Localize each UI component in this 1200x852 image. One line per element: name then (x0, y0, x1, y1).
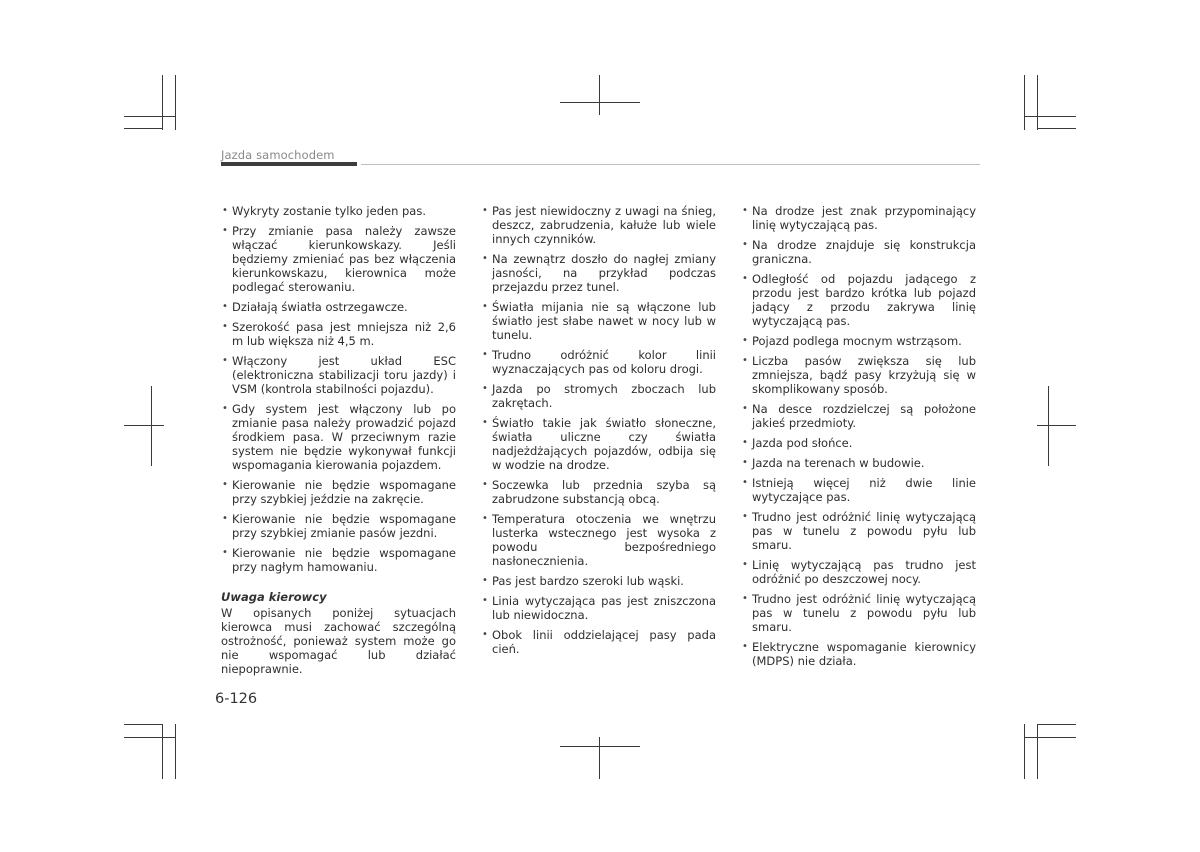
note-title: Uwaga kierowcy (221, 590, 327, 604)
list-item: • Pojazd podlega mocnym wstrząsom. (741, 334, 976, 348)
section-header: Jazda samochodem (221, 148, 335, 162)
text-column-1 (221, 204, 456, 676)
list-item: • Przy zmianie pasa należy zawsze włączać kierunkowskazy. Jeśli będziemy zmieniać pas bez włączenia kierunkowskazu, kierownica może podlegać sterowaniu. (221, 224, 456, 294)
note-body: W opisanych poniżej sytuacjach kierowca musi zachować szczególną ostrożność, ponieważ system może go nie wspomagać lub działać niepoprawnie. (221, 606, 456, 676)
list-item: • Działają światła ostrzegawcze. (221, 300, 456, 314)
list-item: • Na desce rozdzielczej są położone jakieś przedmioty. (741, 402, 976, 430)
page-number: 6-126 (215, 691, 258, 707)
list-item: • Temperatura otoczenia we wnętrzu lusterka wstecznego jest wysoka z powodu bezpośredniego nasłonecznienia. (481, 512, 716, 568)
list-item: • Na drodze jest znak przypominający linię wytyczającą pas. (741, 204, 976, 232)
list-item: • Jazda pod słońce. (741, 436, 976, 450)
list-item: • Kierowanie nie będzie wspomagane przy szybkiej zmianie pasów jezdni. (221, 512, 456, 540)
list-item: • Gdy system jest włączony lub po zmianie pasa należy prowadzić pojazd środkiem pasa. W przeciwnym razie system nie będzie wykonywał funkcji wspomagania kierowania pojazdem. (221, 402, 456, 472)
header-rule-light (361, 164, 980, 165)
header-rule-dark (221, 162, 357, 166)
list-item: • Na drodze znajduje się konstrukcja graniczna. (741, 238, 976, 266)
list-item: • Trudno odróżnić kolor linii wyznaczających pas od koloru drogi. (481, 348, 716, 376)
list-item: • Na zewnątrz doszło do nagłej zmiany jasności, na przykład podczas przejazdu przez tunel. (481, 252, 716, 294)
list-item: • Liczba pasów zwiększa się lub zmniejsza, bądź pasy krzyżują się w skomplikowany sposób. (741, 354, 976, 396)
list-item: • Linia wytyczająca pas jest zniszczona lub niewidoczna. (481, 594, 716, 622)
list-item: • Pas jest bardzo szeroki lub wąski. (481, 574, 716, 588)
bullet-list (741, 204, 976, 668)
list-item: • Trudno jest odróżnić linię wytyczającą pas w tunelu z powodu pyłu lub smaru. (741, 592, 976, 634)
list-item: • Szerokość pasa jest mniejsza niż 2,6 m lub większa niż 4,5 m. (221, 320, 456, 348)
bullet-list (481, 204, 716, 656)
list-item: • Pas jest niewidoczny z uwagi na śnieg, deszcz, zabrudzenia, kałuże lub wiele innych czynników. (481, 204, 716, 246)
list-item: • Istnieją więcej niż dwie linie wytyczające pas. (741, 476, 976, 504)
list-item: • Kierowanie nie będzie wspomagane przy nagłym hamowaniu. (221, 546, 456, 574)
list-item: • Obok linii oddzielającej pasy pada cień. (481, 628, 716, 656)
list-item: • Kierowanie nie będzie wspomagane przy szybkiej jeździe na zakręcie. (221, 478, 456, 506)
list-item: • Światło takie jak światło słoneczne, światła uliczne czy światła nadjeżdżających pojazdów, odbija się w wodzie na drodze. (481, 416, 716, 472)
list-item: • Odległość od pojazdu jadącego z przodu jest bardzo krótka lub pojazd jadący z przodu zakrywa linię wytyczającą pas. (741, 272, 976, 328)
list-item: • Wykryty zostanie tylko jeden pas. (221, 204, 456, 218)
list-item: • Soczewka lub przednia szyba są zabrudzone substancją obcą. (481, 478, 716, 506)
list-item: • Jazda po stromych zboczach lub zakrętach. (481, 382, 716, 410)
list-item: • Światła mijania nie są włączone lub światło jest słabe nawet w nocy lub w tunelu. (481, 300, 716, 342)
text-column-2 (481, 204, 716, 662)
list-item: • Jazda na terenach w budowie. (741, 456, 976, 470)
list-item: • Włączony jest układ ESC (elektroniczna stabilizacji toru jazdy) i VSM (kontrola stabilności pojazdu). (221, 354, 456, 396)
list-item: • Trudno jest odróżnić linię wytyczającą pas w tunelu z powodu pyłu lub smaru. (741, 510, 976, 552)
list-item: • Linię wytyczającą pas trudno jest odróżnić po deszczowej nocy. (741, 558, 976, 586)
bullet-list (221, 204, 456, 574)
text-column-3 (741, 204, 976, 674)
list-item: • Elektryczne wspomaganie kierownicy (MDPS) nie działa. (741, 640, 976, 668)
